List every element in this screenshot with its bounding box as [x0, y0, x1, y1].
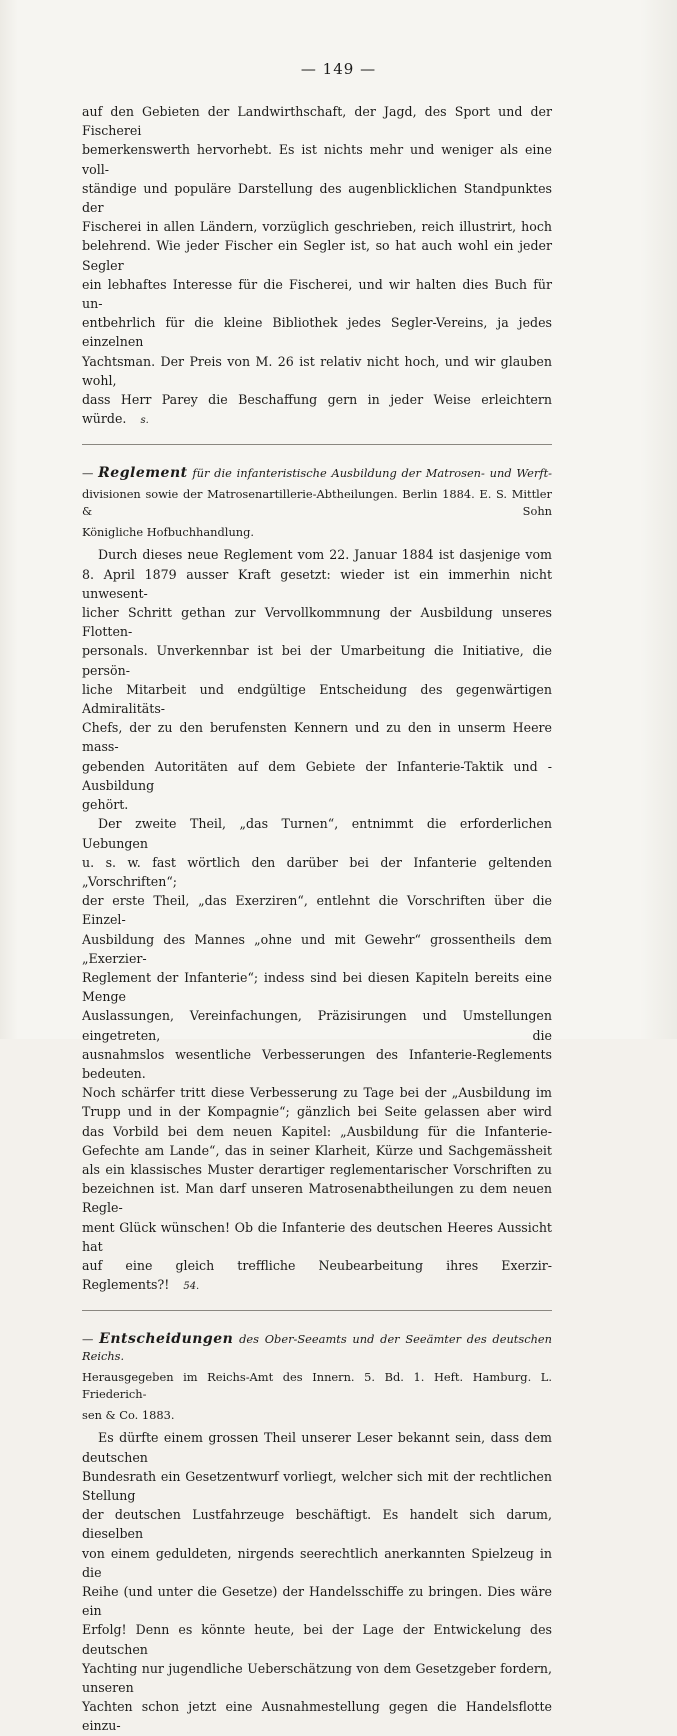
text-line: Reihe (und unter die Gesetze) der Handelsschiffe zu bringen. Dies wäre ein	[82, 1584, 552, 1619]
text-line: Erfolg! Denn es könnte heute, bei der Lage der Entwickelung des deutschen	[82, 1622, 552, 1657]
text-line: dass Herr Parey die Beschaffung gern in jeder Weise erleichtern würde. s.	[82, 392, 552, 427]
text-line: bezeichnen ist. Man darf unseren Matrosenabtheilungen zu dem neuen Regle-	[82, 1181, 552, 1216]
text-line: Yachting nur jugendliche Ueberschätzung von dem Gesetzgeber fordern, unseren	[82, 1660, 552, 1696]
text-line: auf eine gleich treffliche Neubearbeitung ihres Exerzir-Reglements?! 54.	[82, 1257, 552, 1293]
page-number: — 149 —	[300, 60, 377, 78]
entry-meta-line: Königliche Hofbuchhandlung.	[82, 525, 255, 540]
text-line: gebenden Autoritäten auf dem Gebiete der Infanterie-Taktik und -Ausbildung	[82, 758, 552, 793]
text-line: Yachtsman. Der Preis von M. 26 ist relativ nicht hoch, und wir glauben wohl,	[82, 353, 552, 388]
signature: s.	[140, 415, 149, 427]
text-line: ständige und populäre Darstellung des augenblicklichen Standpunktes der	[82, 180, 552, 216]
section-divider	[82, 444, 552, 445]
text-line: liche Mitarbeit und endgültige Entscheidung des gegenwärtigen Admiralitäts-	[82, 681, 552, 717]
text-line: Gefechte am Lande“, das in seiner Klarheit, Kürze und Sachgemässheit	[82, 1142, 552, 1158]
text-line: entbehrlich für die kleine Bibliothek jedes Segler-Vereins, ja jedes einzelnen	[82, 315, 552, 350]
entry-meta-line: sen & Co. 1883.	[82, 1408, 175, 1423]
text-line: u. s. w. fast wörtlich den darüber bei der Infanterie geltenden „Vorschriften“;	[82, 854, 552, 889]
text-line: Noch schärfer tritt diese Verbesserung zu Tage bei der „Ausbildung im	[82, 1085, 552, 1101]
text-line: das Vorbild bei dem neuen Kapitel: „Ausbildung für die Infanterie-	[82, 1123, 552, 1139]
text-line: gehört.	[82, 797, 129, 813]
text-line: Chefs, der zu den berufensten Kennern und zu den in unserm Heere mass-	[82, 720, 552, 755]
text-line: ment Glück wünschen! Ob die Infanterie des deutschen Heeres Aussicht hat	[82, 1219, 552, 1254]
text-line: Trupp und in der Kompagnie“; gänzlich bei Seite gelassen aber wird	[82, 1104, 552, 1120]
text-line: ein lebhaftes Interesse für die Fischerei, und wir halten dies Buch für un-	[82, 276, 552, 312]
text-line: als ein klassisches Muster derartiger reglementarischer Vorschriften zu	[82, 1161, 552, 1177]
text-line: Yachten schon jetzt eine Ausnahmestellung gegen die Handelsflotte einzu-	[82, 1699, 552, 1734]
text-line: der deutschen Lustfahrzeuge beschäftigt. Es handelt sich darum, dieselben	[82, 1507, 552, 1542]
text-line: der erste Theil, „das Exerziren“, entlehnt die Vorschriften über die Einzel-	[82, 893, 552, 928]
page-body	[82, 102, 552, 1736]
entry-heading: — Entscheidungen des Ober-Seeamts und der Seeämter des deutschen Reichs.	[82, 1331, 552, 1364]
text-line: belehrend. Wie jeder Fischer ein Segler ist, so hat auch wohl ein jeder Segler	[82, 238, 552, 273]
text-line: Reglement der Infanterie“; indess sind bei diesen Kapiteln bereits eine Menge	[82, 969, 552, 1005]
entry-meta-line: Herausgegeben im Reichs-Amt des Innern. 5. Bd. 1. Heft. Hamburg. L. Friederich-	[82, 1370, 552, 1402]
text-line: Bundesrath ein Gesetzentwurf vorliegt, welcher sich mit der rechtlichen Stellung	[82, 1468, 552, 1503]
text-line: von einem geduldeten, nirgends seerechtlich anerkannten Spielzeug in die	[82, 1545, 552, 1580]
text-line: personals. Unverkennbar ist bei der Umarbeitung die Initiative, die persön-	[82, 643, 552, 678]
text-line: Durch dieses neue Reglement vom 22. Januar 1884 ist dasjenige vom	[98, 547, 552, 563]
text-line: Der zweite Theil, „das Turnen“, entnimmt die erforderlichen Uebungen	[82, 816, 552, 851]
entry-title: Entscheidungen	[99, 1331, 234, 1348]
text-line: ausnahmslos wesentliche Verbesserungen des Infanterie-Reglements bedeuten.	[82, 1046, 552, 1081]
text-line: auf den Gebieten der Landwirthschaft, der Jagd, des Sport und der Fischerei	[82, 104, 552, 139]
text-line: Fischerei in allen Ländern, vorzüglich geschrieben, reich illustrirt, hoch	[82, 219, 552, 235]
text-line: Ausbildung des Mannes „ohne und mit Gewehr“ grossentheils dem „Exerzier-	[82, 931, 552, 966]
paragraph-fischerei	[82, 102, 552, 430]
review-entscheidungen	[82, 1331, 552, 1735]
text-line: licher Schritt gethan zur Vervollkommnung der Ausbildung unseres Flotten-	[82, 605, 552, 640]
entry-title: Reglement	[98, 465, 188, 482]
text-line: bemerkenswerth hervorhebt. Es ist nichts mehr und weniger als eine voll-	[82, 142, 552, 177]
text-line: Es dürfte einem grossen Theil unserer Leser bekannt sein, dass dem deutschen	[82, 1430, 552, 1465]
entry-heading: — Reglement für die infanteristische Ausbildung der Matrosen- und Werft-	[82, 465, 552, 482]
review-reglement	[82, 465, 552, 1296]
text-line: Auslassungen, Vereinfachungen, Präzisirungen und Umstellungen eingetreten, die	[82, 1008, 552, 1043]
section-divider	[82, 1310, 552, 1311]
entry-meta-line: divisionen sowie der Matrosenartillerie-Abtheilungen. Berlin 1884. E. S. Mittler & Sohn	[82, 487, 552, 519]
signature: 54.	[183, 1281, 200, 1293]
text-line: 8. April 1879 ausser Kraft gesetzt: wieder ist ein immerhin nicht unwesent-	[82, 566, 552, 601]
